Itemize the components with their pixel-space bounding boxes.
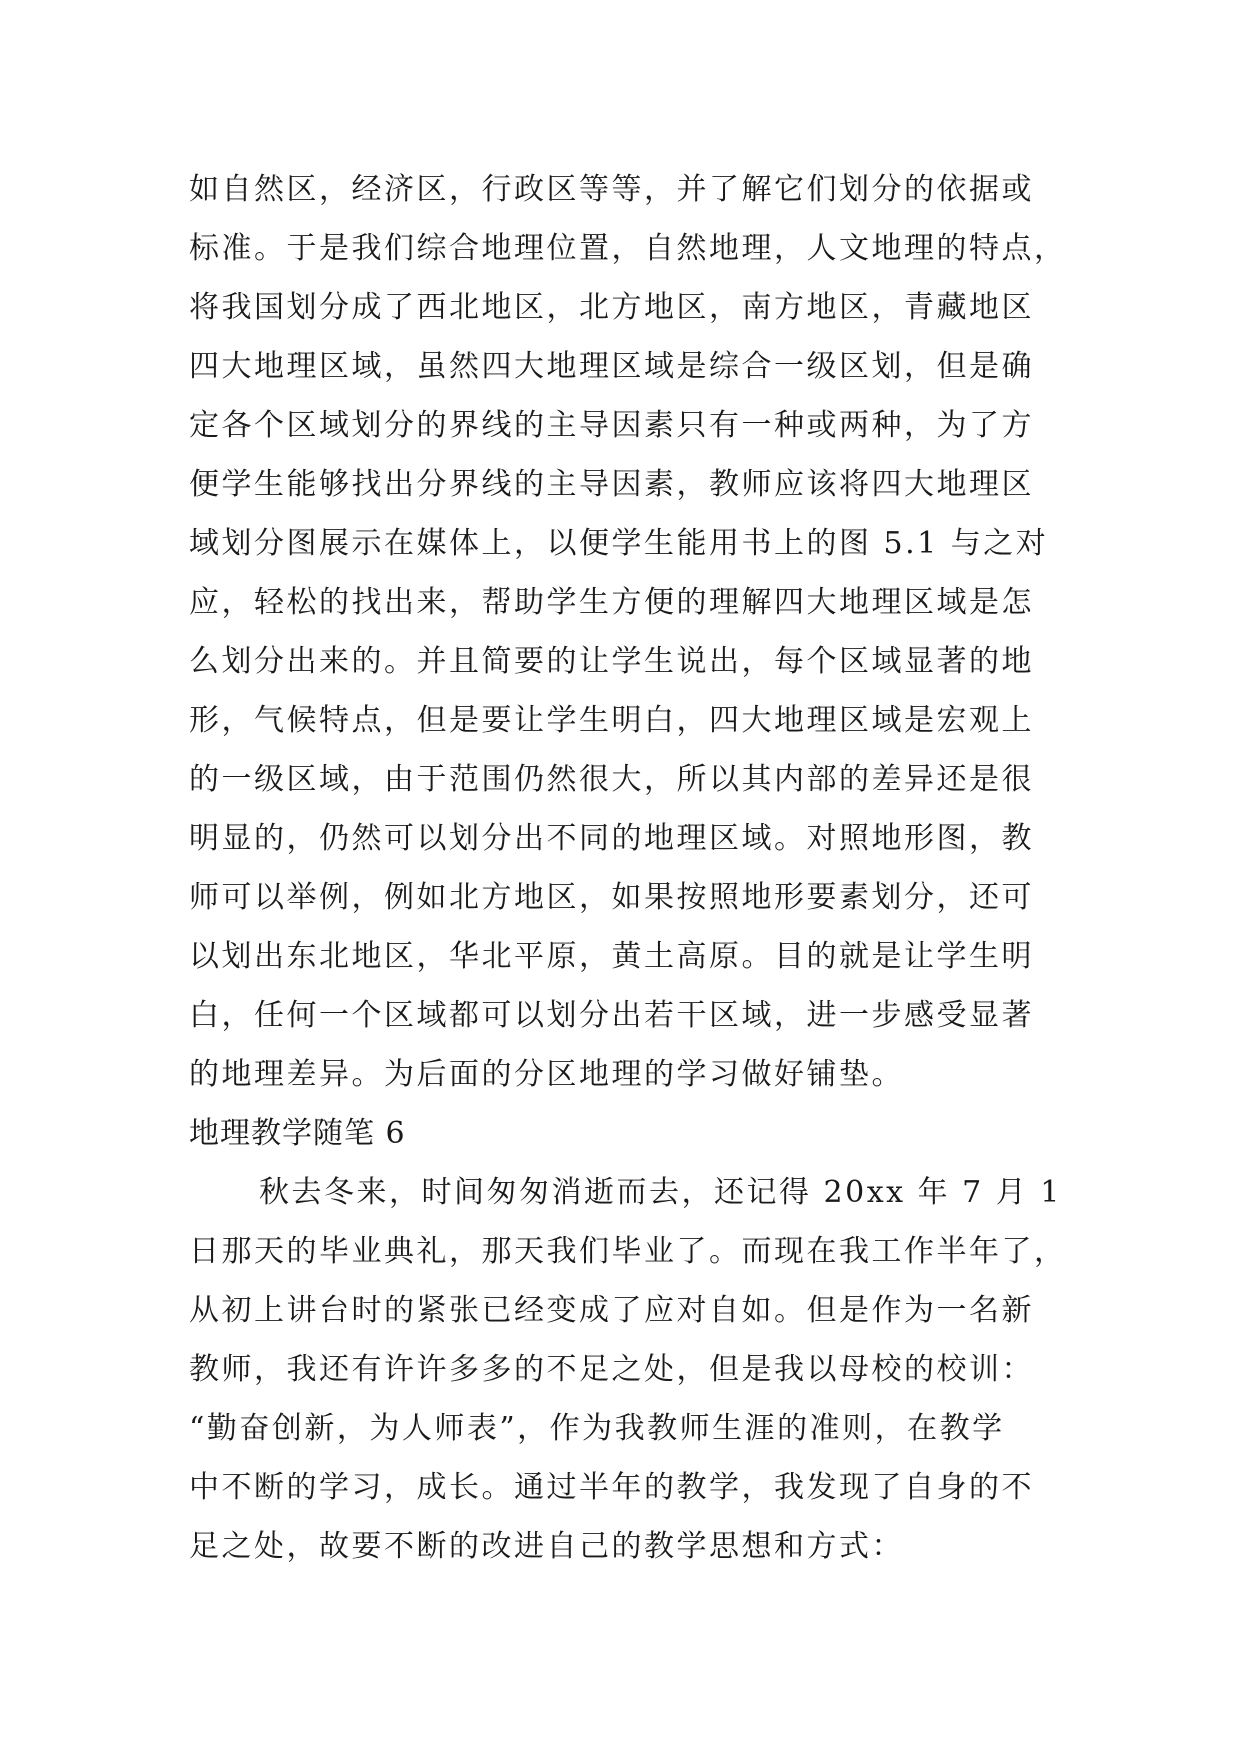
text-line: 的地理差异。为后面的分区地理的学习做好铺垫。 xyxy=(189,1057,904,1092)
text-line: 师可以举例，例如北方地区，如果按照地形要素划分，还可 xyxy=(189,880,1034,915)
text-line: 以划出东北地区，华北平原，黄土高原。目的就是让学生明 xyxy=(189,939,1034,974)
text-line: 域划分图展示在媒体上，以便学生能用书上的图 5.1 与之对 xyxy=(189,526,1049,561)
text-line: 么划分出来的。并且简要的让学生说出，每个区域显著的地 xyxy=(189,644,1034,679)
text-line: “勤奋创新，为人师表”，作为我教师生涯的准则，在教学 xyxy=(189,1411,1005,1446)
document-body xyxy=(189,160,1067,1576)
text-line: 从初上讲台时的紧张已经变成了应对自如。但是作为一名新 xyxy=(189,1293,1034,1328)
text-line: 将我国划分成了西北地区，北方地区，南方地区，青藏地区 xyxy=(189,290,1034,325)
text-line: 形，气候特点，但是要让学生明白，四大地理区域是宏观上 xyxy=(189,703,1034,738)
text-line: 应，轻松的找出来，帮助学生方便的理解四大地理区域是怎 xyxy=(189,585,1034,620)
text-line: 教师，我还有许许多多的不足之处，但是我以母校的校训： xyxy=(189,1352,1034,1387)
text-line: 日那天的毕业典礼，那天我们毕业了。而现在我工作半年了， xyxy=(189,1234,1067,1269)
text-line: 明显的，仍然可以划分出不同的地理区域。对照地形图，教 xyxy=(189,821,1034,856)
text-line: 的一级区域，由于范围仍然很大，所以其内部的差异还是很 xyxy=(189,762,1034,797)
paragraph-teaching-reflection xyxy=(189,1163,1067,1576)
text-line: 便学生能够找出分界线的主导因素，教师应该将四大地理区 xyxy=(189,467,1034,502)
text-line: 中不断的学习，成长。通过半年的教学，我发现了自身的不 xyxy=(189,1470,1034,1505)
text-line: 足之处，故要不断的改进自己的教学思想和方式： xyxy=(189,1529,904,1564)
section-heading: 地理教学随笔 6 xyxy=(189,1116,406,1151)
text-line: 定各个区域划分的界线的主导因素只有一种或两种，为了方 xyxy=(189,408,1034,443)
text-line: 如自然区，经济区，行政区等等，并了解它们划分的依据或 xyxy=(189,172,1034,207)
text-line: 四大地理区域，虽然四大地理区域是综合一级区划，但是确 xyxy=(189,349,1034,384)
paragraph-regional-division xyxy=(189,160,1067,1104)
text-line: 标准。于是我们综合地理位置，自然地理，人文地理的特点， xyxy=(189,231,1067,266)
text-line: 白，任何一个区域都可以划分出若干区域，进一步感受显著 xyxy=(189,998,1034,1033)
text-line: 秋去冬来，时间匆匆消逝而去，还记得 20xx 年 7 月 1 xyxy=(259,1175,1062,1210)
